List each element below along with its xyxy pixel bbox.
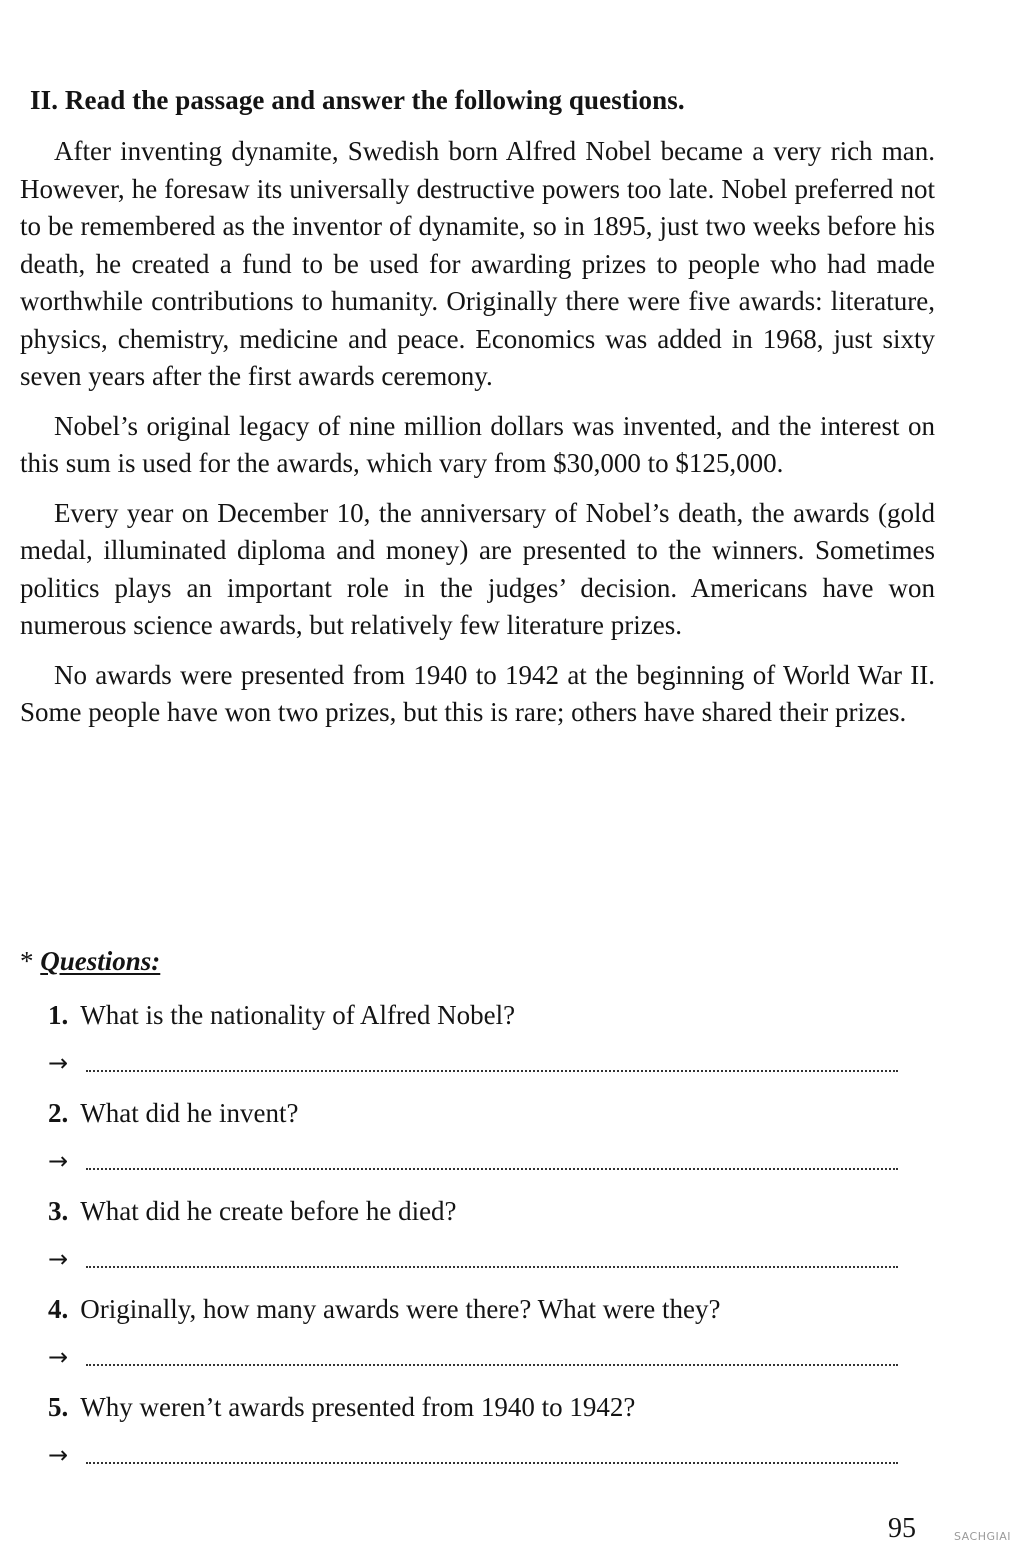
question-number: 5. bbox=[48, 1392, 69, 1422]
dotted-answer-line bbox=[86, 1364, 898, 1366]
question-number: 1. bbox=[48, 1000, 69, 1030]
questions-star: * bbox=[20, 946, 34, 976]
passage-paragraph-2: Nobel’s original legacy of nine million dollars was invented, and the interest on this sum is used for the awards, which vary from $30,000 to $125,000. bbox=[20, 410, 935, 478]
dotted-answer-line bbox=[86, 1168, 898, 1170]
question-text-2 bbox=[48, 1093, 898, 1133]
arrow-icon: → bbox=[48, 1147, 69, 1175]
answer-line-1[interactable] bbox=[48, 1045, 898, 1075]
question-item-4 bbox=[48, 1289, 898, 1387]
question-item-5 bbox=[48, 1387, 898, 1485]
arrow-icon: → bbox=[48, 1245, 69, 1273]
question-text-1 bbox=[48, 995, 898, 1035]
question-number: 2. bbox=[48, 1098, 69, 1128]
answer-line-2[interactable] bbox=[48, 1143, 898, 1173]
passage-paragraph-1: After inventing dynamite, Swedish born Alfred Nobel became a very rich man. However, he foresaw its universally destructive powers too late. Nobel preferred not to be remembered as the inventor of dynamite, so in 1895, just two weeks before his death, he created a fund to be used for awarding prizes to people who had made worthwhile contributions to humanity. Originally there were five awards: literature, physics, chemistry, medicine and peace. Economics was added in 1968, just sixty seven years after the first awards ceremony. bbox=[20, 136, 935, 391]
watermark-logo: SACHGIAI bbox=[954, 1530, 1012, 1543]
question-prompt: What is the nationality of Alfred Nobel? bbox=[80, 1000, 516, 1030]
arrow-icon: → bbox=[48, 1049, 69, 1077]
dotted-answer-line bbox=[86, 1266, 898, 1268]
arrow-icon: → bbox=[48, 1343, 69, 1371]
dotted-answer-line bbox=[86, 1070, 898, 1072]
answer-line-5[interactable] bbox=[48, 1437, 898, 1467]
section-heading: II. Read the passage and answer the following questions. bbox=[30, 85, 685, 115]
question-number: 4. bbox=[48, 1294, 69, 1324]
page-number: 95 bbox=[888, 1513, 916, 1544]
question-prompt: What did he invent? bbox=[80, 1098, 299, 1128]
question-text-3 bbox=[48, 1191, 898, 1231]
questions-label: Questions: bbox=[40, 946, 161, 976]
reading-passage bbox=[20, 133, 935, 744]
question-prompt: Originally, how many awards were there? What were they? bbox=[80, 1294, 721, 1324]
question-text-5 bbox=[48, 1387, 898, 1427]
question-prompt: Why weren’t awards presented from 1940 to 1942? bbox=[80, 1392, 636, 1422]
question-item-2 bbox=[48, 1093, 898, 1191]
answer-line-4[interactable] bbox=[48, 1339, 898, 1369]
dotted-answer-line bbox=[86, 1462, 898, 1464]
passage-paragraph-4: No awards were presented from 1940 to 1942 at the beginning of World War II. Some people have won two prizes, but this is rare; others have shared their prizes. bbox=[20, 659, 935, 727]
question-number: 3. bbox=[48, 1196, 69, 1226]
passage-paragraph-3: Every year on December 10, the anniversary of Nobel’s death, the awards (gold medal, illuminated diploma and money) are presented to the winners. Sometimes politics plays an important role in the judges’ decision. Americans have won numerous science awards, but relatively few literature prizes. bbox=[20, 497, 935, 640]
question-prompt: What did he create before he died? bbox=[80, 1196, 457, 1226]
arrow-icon: → bbox=[48, 1441, 69, 1469]
question-text-4 bbox=[48, 1289, 898, 1329]
answer-line-3[interactable] bbox=[48, 1241, 898, 1271]
question-list bbox=[48, 995, 898, 1485]
question-item-3 bbox=[48, 1191, 898, 1289]
question-item-1 bbox=[48, 995, 898, 1093]
questions-title bbox=[20, 946, 160, 977]
